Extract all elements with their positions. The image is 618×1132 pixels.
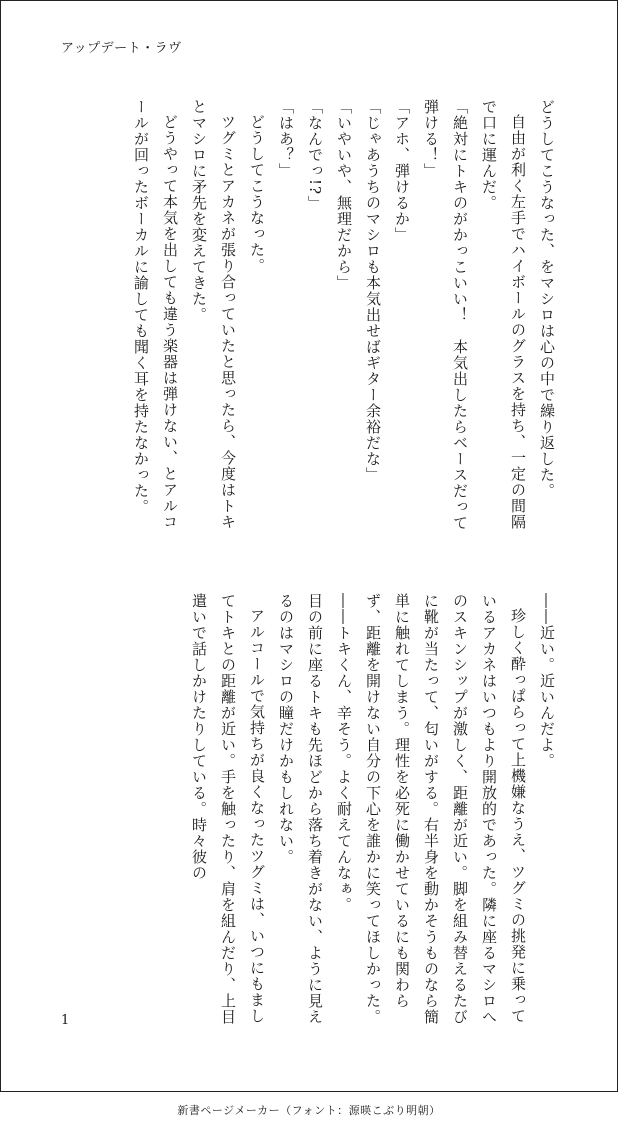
upper-text-block bbox=[61, 99, 561, 539]
dialogue-line: 「いやいや、無理だから」 bbox=[335, 99, 353, 291]
running-header-title: アップデート・ラヴ bbox=[61, 41, 182, 56]
dialogue-line: 「アホ、弾けるか」 bbox=[393, 99, 411, 243]
paragraph: どうしてこうなった。 bbox=[248, 114, 266, 274]
paragraph: どうやって本気を出しても違う楽器は弾けない、とアルコールが回ったボーカルに諭しても聞く耳を持たなかった。 bbox=[132, 99, 179, 530]
dialogue-line: 「じゃあうちのマシロも本気出せばギター余裕だな」 bbox=[364, 99, 382, 483]
lower-text-block bbox=[61, 593, 561, 1033]
paragraph: 自由が利く左手でハイボールのグラスを持ち、一定の間隔で口に運んだ。 bbox=[480, 99, 527, 530]
paragraph: どうしてこうなった、をマシロは心の中で繰り返した。 bbox=[538, 99, 556, 499]
paragraph: 珍しく酔っぱらって上機嫌なうえ、ツグミの挑発に乗っているアカネはいつもより開放的であった。隣に座るマシロへのスキンシップが激しく、距離が近い。脚を組み替えるたびに靴が当たって、匂いがする。右半身を動かそうものなら簡単に触れてしまう。理性を必死に働かせているにも関わらず、距離を開けない自分の下心を誰かに笑ってほしかった。 bbox=[364, 593, 527, 1025]
dialogue-line: 「なんでっ!?」 bbox=[306, 99, 324, 212]
paragraph: ――トキくん、辛そう。よく耐えてんなぁ。 bbox=[335, 593, 353, 913]
dialogue-line: 「はあ？」 bbox=[277, 99, 295, 179]
page-number: 1 bbox=[61, 1013, 70, 1028]
paragraph: ――近い。近いんだよ。 bbox=[538, 593, 556, 769]
footer-credit: 新書ページメーカー（フォント：源暎こぶり明朝） bbox=[177, 1104, 441, 1117]
dialogue-line: 「絶対にトキのがかっこいい！ 本気出したらベースだって弾ける！」 bbox=[422, 99, 469, 531]
paragraph: ツグミとアカネが張り合っていたと思ったら、今度はトキとマシロに矛先を変えてきた。 bbox=[190, 99, 237, 530]
paragraph: 目の前に座るトキも先ほどから落ち着きがない、ように見えるのはマシロの瞳だけかもしれない。 bbox=[277, 593, 324, 1025]
paragraph: アルコールで気持ちが良くなったツグミは、いつにもましてトキとの距離が近い。手を触ったり、肩を組んだり、上目遣いで話しかけたりしている。時々彼の bbox=[190, 593, 266, 1025]
